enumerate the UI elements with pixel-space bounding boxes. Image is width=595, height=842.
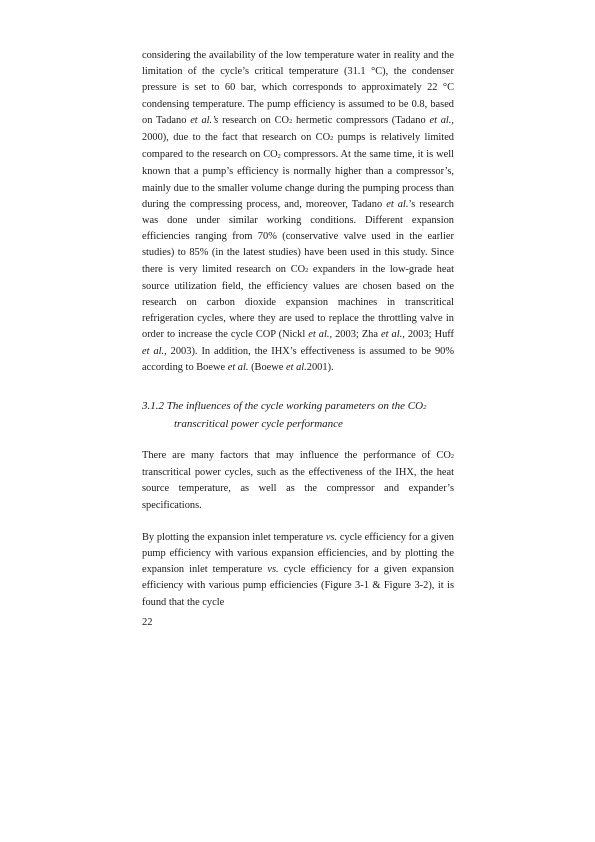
text-run: (Boewe xyxy=(248,361,286,373)
italic-text: et al. xyxy=(386,198,409,210)
text-run: 2001). xyxy=(306,361,334,373)
spacer xyxy=(142,376,454,398)
text-run: considering the availability of the low temperature water in reality and the limitation of the cycle’s critical temperature (31.1 °C), the condenser pressure is set to 60 bar, which corresponds to approximately 22 °C condensing temperature. The pump efficiency is assumed to be 0.8, based on Tadano xyxy=(142,50,454,126)
paragraph-factors xyxy=(142,448,454,514)
text-run: transcritical power cycle performance xyxy=(174,418,343,431)
italic-text: et al., xyxy=(429,114,454,126)
text-run: 2000), due to the fact that research on CO xyxy=(142,132,331,144)
subscript-text: 2 xyxy=(305,266,309,274)
spacer xyxy=(142,514,454,530)
text-run: pumps is relatively limited compared to the research on CO xyxy=(142,132,454,161)
text-run: There are many factors that may influence the performance of CO xyxy=(142,450,451,462)
text-run: compressors. At the same time, it is well known that a pump’s efficiency is normally higher than a compressor’s, mainly due to the smaller volume change during the pumping process than during the compressing process, and, moreover, Tadano xyxy=(142,149,454,210)
text-run: ’s research was done under similar working conditions. Different expansion efficiencies ranging from 70% (conservative valve used in the earlier studies) to 85% (in the latest studies) have been used in this study. Since there is very limited research on CO xyxy=(142,198,454,275)
text-run: By plotting the expansion inlet temperature xyxy=(142,531,326,543)
text-run: cycle efficiency for a given pump efficiency with various expansion efficiencies, and by plotting the expansion inlet temperature xyxy=(142,531,454,576)
text-run: 2003). In addition, the IHX’s effectiveness is assumed to be 90% according to Boewe xyxy=(142,345,454,373)
text-run: 2003; Huff xyxy=(404,329,454,341)
italic-text: et al., xyxy=(308,329,333,341)
subscript-text: 2 xyxy=(330,135,334,143)
italic-text: et al., xyxy=(381,329,405,341)
paragraph-parameters xyxy=(142,48,454,376)
subscript-text: 2 xyxy=(277,152,281,160)
paragraph-plotting xyxy=(142,530,454,611)
italic-text: vs. xyxy=(325,531,338,543)
subscript-text: 2 xyxy=(289,118,293,126)
italic-text: et al. xyxy=(286,361,307,373)
italic-text: et al.’s xyxy=(190,114,219,126)
text-run: transcritical power cycles, such as the effectiveness of the IHX, the heat source temperature, as well as the compressor and expander’s specifications. xyxy=(142,467,454,511)
text-run: expanders in the low-grade heat source utilization field, the efficiency values are chosen based on the research on carbon dioxide expansion machines in transcritical refrigeration cycles, where they are used to replace the throttling valve in order to increase the cycle COP (Nickl xyxy=(142,263,454,341)
text-run: 3.1.2 The influences of the cycle working parameters on the CO xyxy=(142,400,424,413)
text-run: research on CO xyxy=(218,114,290,126)
spacer xyxy=(142,432,454,448)
text-run: cycle efficiency for a given expansion efficiency with various pump efficiencies (Figure 3-1 & Figure 3-2), it is found that the cycle xyxy=(142,564,454,608)
subscript-text: 2 xyxy=(450,453,454,461)
page-body xyxy=(142,48,454,611)
text-run: hermetic compressors (Tadano xyxy=(292,114,430,126)
italic-text: et al., xyxy=(142,345,167,357)
page-number: 22 xyxy=(142,617,153,628)
subscript-text: 2 xyxy=(423,404,427,412)
section-heading xyxy=(142,398,454,432)
italic-text: et al. xyxy=(227,361,249,373)
text-run: 2003; Zha xyxy=(332,329,382,341)
italic-text: vs. xyxy=(267,564,279,576)
